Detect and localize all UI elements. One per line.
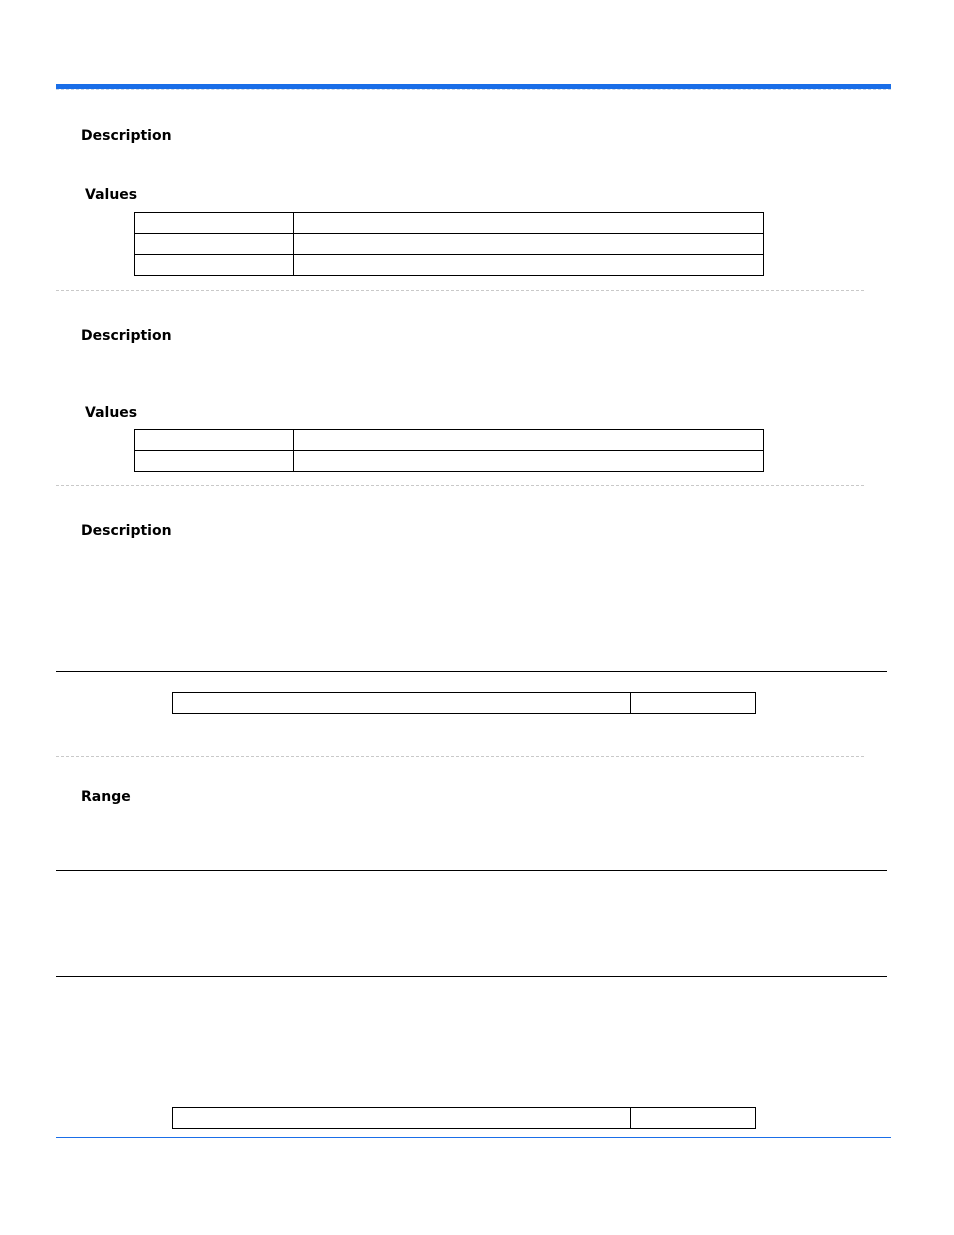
table-cell [135,213,294,234]
block-divider [56,671,887,672]
syntax-table-2 [172,1107,756,1129]
footer-rule [56,1137,891,1138]
table-cell [294,255,764,276]
description-heading-3: Description [81,523,172,539]
table-cell [631,1108,756,1129]
table-row [135,213,764,234]
table-row [173,693,756,714]
table-cell [135,430,294,451]
values-table-1 [134,212,764,276]
description-heading-1: Description [81,128,172,144]
table-cell [294,213,764,234]
section-divider [56,290,864,291]
header-divider [56,89,891,90]
values-heading-1: Values [85,187,138,203]
table-row [173,1108,756,1129]
table-cell [631,693,756,714]
description-heading-2: Description [81,328,172,344]
block-divider [56,870,887,871]
table-cell [294,430,764,451]
table-row [135,430,764,451]
range-heading: Range [81,789,131,805]
table-row [135,234,764,255]
table-cell [294,234,764,255]
table-cell [294,451,764,472]
section-divider [56,485,864,486]
table-cell [135,234,294,255]
section-divider [56,756,864,757]
values-heading-2: Values [85,405,138,421]
values-table-2 [134,429,764,472]
table-row [135,255,764,276]
block-divider [56,976,887,977]
table-cell [173,693,631,714]
syntax-table-1 [172,692,756,714]
table-row [135,451,764,472]
table-cell [135,255,294,276]
table-cell [135,451,294,472]
table-cell [173,1108,631,1129]
